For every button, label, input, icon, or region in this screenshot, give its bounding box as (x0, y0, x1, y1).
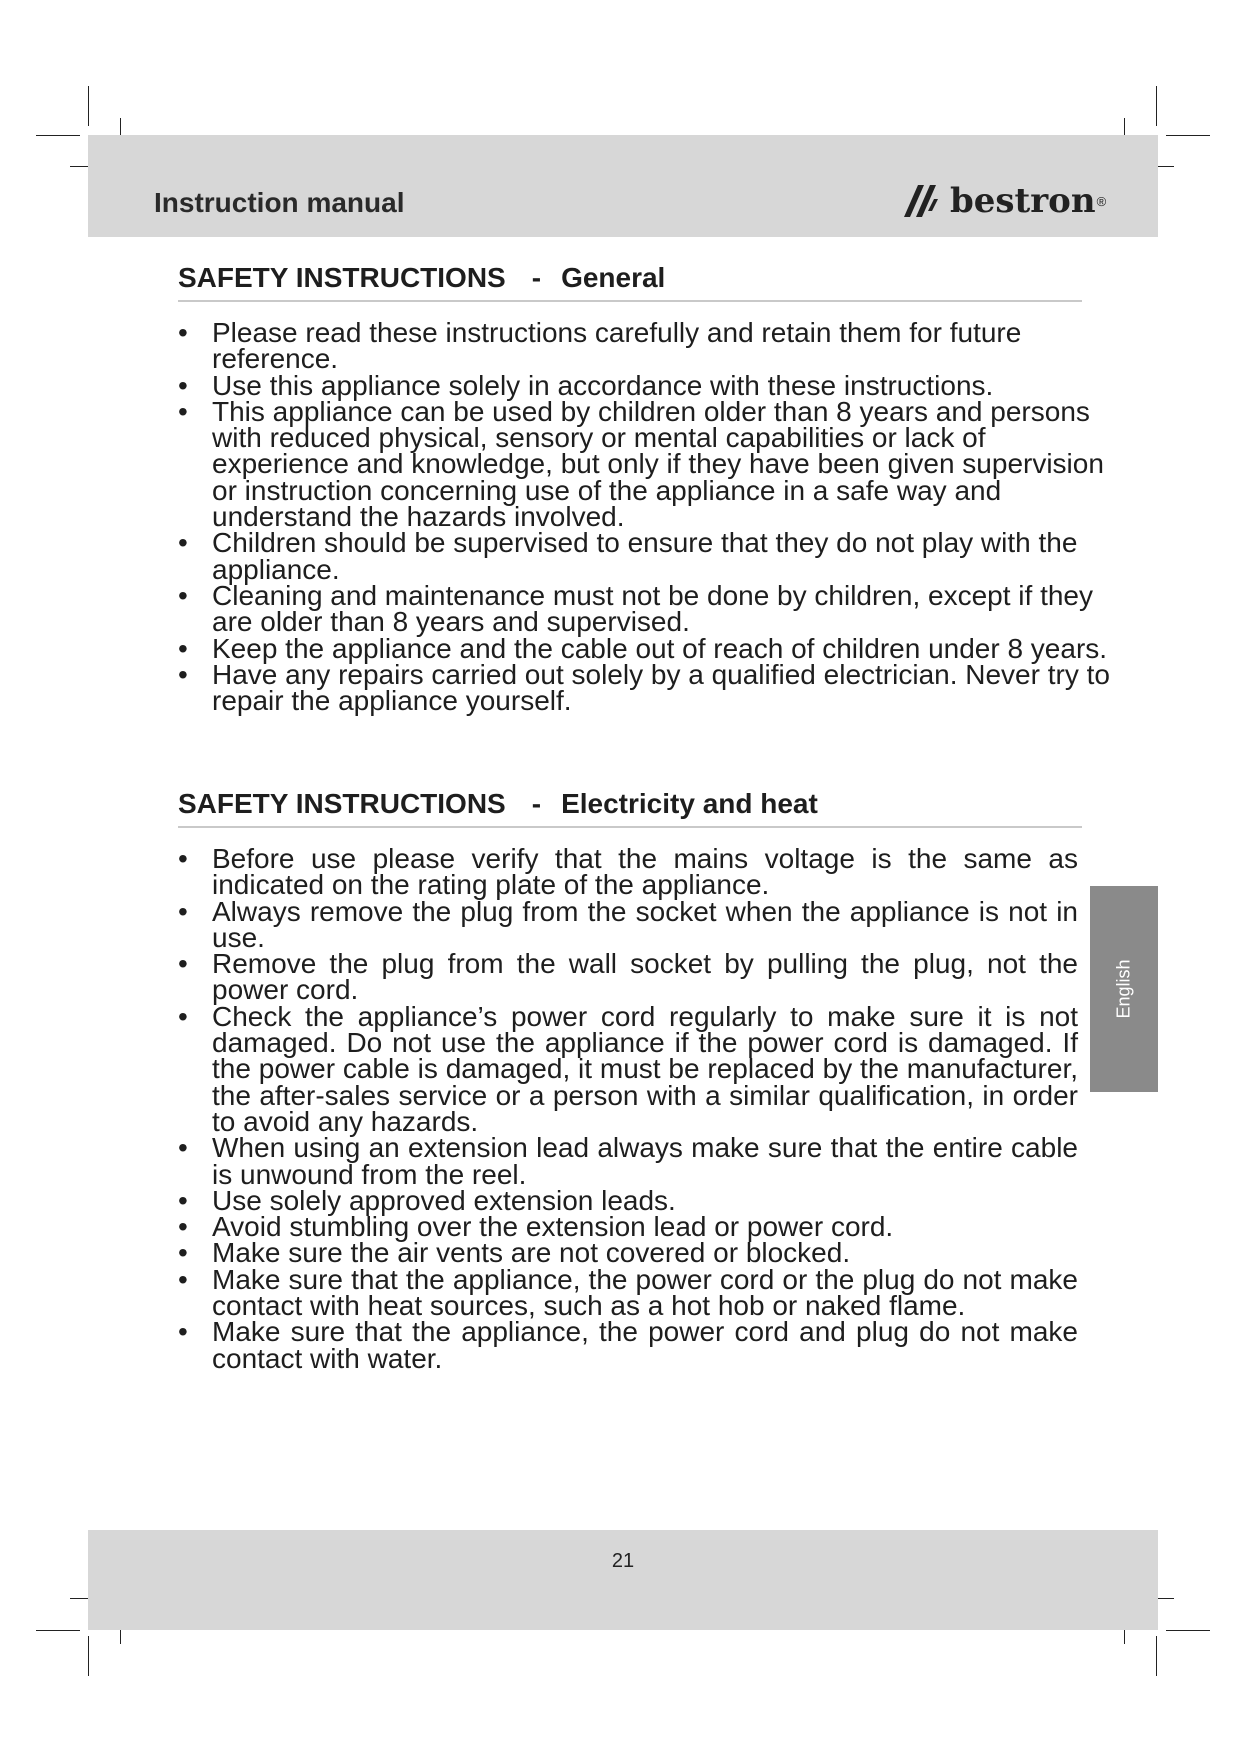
list-item: • Before use please verify that the mains voltage is the same as indicated on the rating plate of the appliance. (178, 843, 1078, 901)
heading-sub: Electricity and heat (561, 788, 818, 819)
document-title: Instruction manual (154, 187, 405, 218)
list-item: • Remove the plug from the wall socket by pulling the plug, not the power cord. (178, 948, 1078, 1006)
crop-mark (88, 86, 89, 126)
page-footer (88, 1530, 1158, 1630)
brand-logo (900, 179, 1106, 223)
section-heading-general (178, 262, 1082, 302)
heading-main: SAFETY INSTRUCTIONS (178, 262, 506, 293)
list-item: • Make sure that the appliance, the power cord or the plug do not make contact with heat sources, such as a hot hob or naked flame. (178, 1263, 1078, 1322)
brand-name: bestron (950, 181, 1096, 221)
list-item: • Keep the appliance and the cable out of reach of children under 8 years. (178, 632, 1108, 664)
list-item: • Have any repairs carried out solely by a qualified electrician. Never try to repair the appliance yourself. (178, 658, 1110, 717)
list-item: • Use solely approved extension leads. (178, 1184, 676, 1216)
list-item: • Please read these instructions carefully and retain them for future reference. (178, 317, 1022, 375)
crop-mark (1156, 86, 1157, 126)
crop-mark (36, 1630, 80, 1631)
list-item: • Cleaning and maintenance must not be done by children, except if they are older than 8 years and supervised. (178, 579, 1094, 638)
list-item: • Make sure the air vents are not covered or blocked. (178, 1237, 851, 1269)
language-tab (1090, 886, 1158, 1092)
language-tab-label: English (1113, 959, 1134, 1019)
crop-mark (1156, 1636, 1157, 1676)
crop-mark (88, 1636, 89, 1676)
page-header (88, 135, 1158, 237)
chevron-logo-icon (900, 181, 944, 221)
crop-mark (1166, 1630, 1210, 1631)
heading-sub: General (561, 262, 666, 293)
safety-list-general (178, 317, 1118, 717)
crop-mark (36, 135, 80, 136)
list-item: • Children should be supervised to ensure that they do not play with the appliance. (178, 527, 1078, 585)
list-item: • Make sure that the appliance, the power cord and plug do not make contact with water. (178, 1316, 1078, 1374)
section-heading-electricity (178, 788, 1082, 828)
list-item: • Avoid stumbling over the extension lead or power cord. (178, 1211, 894, 1243)
list-item: • When using an extension lead always make sure that the entire cable is unwound from the reel. (178, 1132, 1078, 1190)
crop-mark (1166, 135, 1210, 136)
list-item: • This appliance can be used by children older than 8 years and persons with reduced physical, sensory or mental capabilities or lack of experience and knowledge, but only if they have been given supervision or instruction concerning use of the appliance in a safe way and understand the hazards involved. (178, 395, 1104, 533)
list-item: • Always remove the plug from the socket when the appliance is not in use. (178, 895, 1078, 953)
page-number: 21 (611, 1550, 635, 1572)
heading-main: SAFETY INSTRUCTIONS (178, 788, 506, 819)
list-item: • Use this appliance solely in accordance with these instructions. (178, 369, 994, 401)
registered-mark: ® (1096, 193, 1107, 209)
list-item: • Check the appliance’s power cord regularly to make sure it is not damaged. Do not use the appliance if the power cord is damaged. If the power cable is damaged, it must be replaced by the manufacturer, the after-sales service or a person with a similar qualification, in order to avoid any hazards. (178, 1000, 1078, 1137)
heading-separator: - (531, 262, 542, 293)
heading-separator: - (531, 788, 542, 819)
safety-list-electricity (178, 843, 1078, 1374)
